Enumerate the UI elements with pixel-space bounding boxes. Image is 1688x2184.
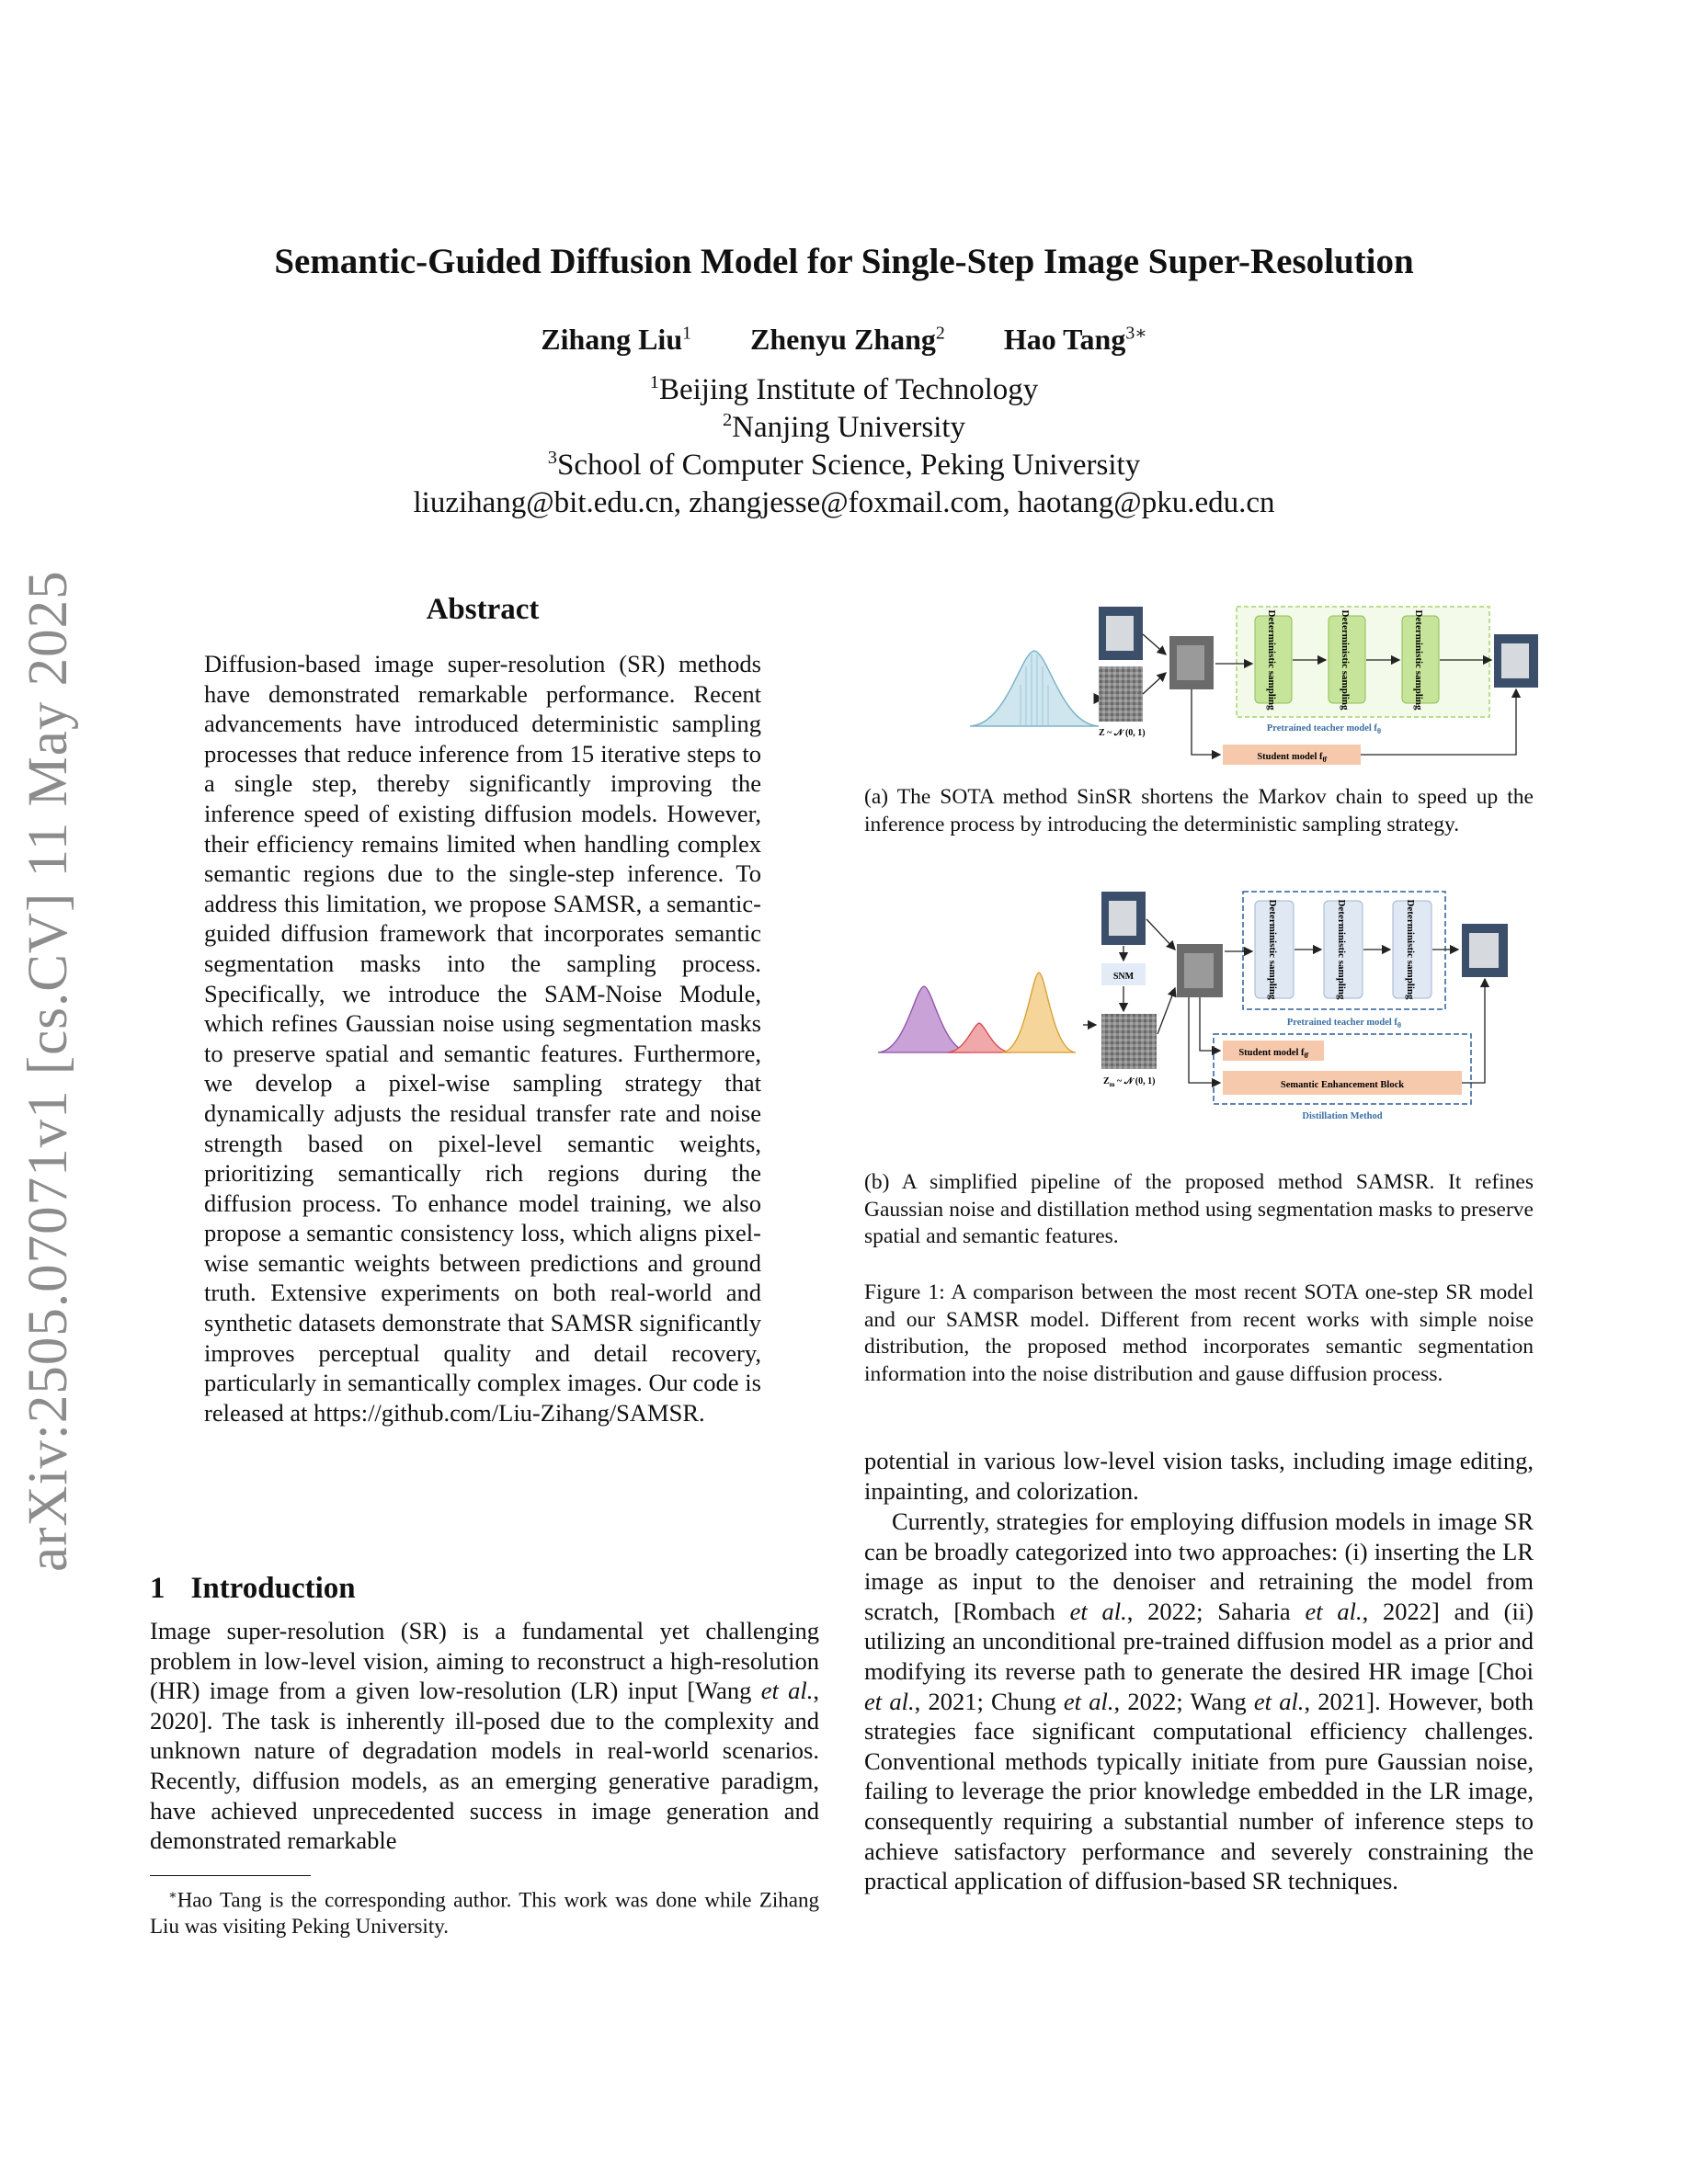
snm-label: SNM (1112, 972, 1135, 982)
teacher-label: Pretrained teacher model $f_\theta$ (1266, 723, 1382, 735)
gaussian-curve (970, 651, 1099, 726)
seb-label: Semantic Enhancement Block (1280, 1080, 1405, 1090)
abstract-heading: Abstract (426, 593, 540, 626)
intro-paragraph-1-continued: potential in various low-level vision tasks, including image editing, inpainting, and colorization. (864, 1447, 1534, 1505)
arxiv-stamp: arXiv:2505.07071v1 [cs.CV] 11 May 2025 (17, 570, 79, 1572)
svg-text:Deterministic sampling: Deterministic sampling (1266, 609, 1277, 711)
author: Zihang Liu$^1$ (541, 322, 692, 356)
author-list (0, 322, 1688, 357)
intro-paragraph-1: Image super-resolution (SR) is a fundamental yet challenging problem in low-level vision, aiming to reconstruct a high-resolution (HR) image from a given low-resolution (LR) input [Wang et al., 2020]. The task is inherently ill-posed due to the complexity and unknown nature of degradation models in real-world scenarios. Recently, diffusion models, as an emerging generative paradigm, have achieved unprecedented success in image generation and demonstrated remarkable (150, 1617, 819, 1855)
affiliation: $^2$Nanjing University (722, 410, 966, 444)
noise-label: $Z_m$ ~ 𝒩 (0, 1) (1103, 1076, 1156, 1088)
affiliation: $^3$School of Computer Science, Peking University (547, 448, 1141, 482)
gaussian-curve (1002, 973, 1076, 1052)
noise-image (1101, 1014, 1157, 1069)
intro-paragraph-2: Currently, strategies for employing diffusion models in image SR can be broadly categorized into two approaches: (i) inserting the LR image as input to the denoiser and retraining the model from scratch, [Rombach et al., 2022; Saharia et al., 2022] and (ii) utilizing an unconditional pre-trained diffusion model as a prior and modifying its reverse path to generate the desired HR image [Choi et al., 2021; Chung et al., 2022; Wang et al., 2021]. However, both strategies face significant computational efficiency challenges. Conventional methods typically initiate from pure Gaussian noise, failing to leverage the prior knowledge embedded in the LR image, consequently requiring a substantial number of inference steps to achieve satisfactory performance and severely constraining the practical application of diffusion-based SR techniques. (864, 1507, 1534, 1895)
figure-1-caption: Figure 1: A comparison between the most recent SOTA one-step SR model and our SAMSR model. Different from recent works with simple noise distribution, the proposed method incorporates semantic segmentation information into the noise distribution and gause diffusion process. (864, 1280, 1534, 1386)
student-label: Student model $f_{\thetâ}$ (1257, 752, 1327, 764)
author: Zhenyu Zhang$^2$ (750, 322, 945, 356)
student-label: Student model $f_{\thetâ}$ (1238, 1048, 1308, 1060)
noise-label: Z ~ 𝒩 (0, 1) (1099, 728, 1146, 738)
footnote-rule (150, 1875, 311, 1876)
abstract-text: Diffusion-based image super-resolution (SR) methods have demonstrated remarkable performance. Recent advancements have introduced deterministic sampling processes that reduce inference from 15 iterative steps to a single step, thereby significantly improving the inference speed of existing diffusion models. However, their efficiency remains limited when handling complex semantic regions due to the single-step inference. To address this limitation, we propose SAMSR, a semantic-guided diffusion framework that incorporates semantic segmentation masks into the sampling process. Specifically, we introduce the SAM-Noise Module, which refines Gaussian noise using segmentation masks to preserve spatial and semantic features. Furthermore, we develop a pixel-wise sampling strategy that dynamically adjusts the residual transfer rate and noise strength based on pixel-level semantic weights, prioritizing semantically rich regions during the diffusion process. To enhance model training, we also propose a semantic consistency loss, which aligns pixel-wise semantic weights between predictions and ground truth. Extensive experiments on both real-world and synthetic datasets demonstrate that SAMSR significantly improves perceptual quality and detail recovery, particularly in semantically complex images. Our code is released at https://github.com/Liu-Zihang/SAMSR. (204, 650, 761, 1427)
author-name: Hao Tang (1003, 322, 1126, 356)
teacher-label: Pretrained teacher model $f_\theta$ (1286, 1018, 1402, 1029)
svg-text:Deterministic sampling: Deterministic sampling (1405, 899, 1416, 1000)
author-name: Zihang Liu (541, 322, 683, 356)
figure-1b-caption: (b) A simplified pipeline of the proposed method SAMSR. It refines Gaussian noise and distillation method using segmentation masks to preserve spatial and semantic features. (864, 1170, 1534, 1248)
author-name: Zhenyu Zhang (750, 322, 936, 356)
author: Hao Tang$^{3∗}$ (1003, 322, 1147, 356)
gaussian-curve (878, 986, 970, 1052)
figure-1b-diagram (873, 887, 1517, 1154)
noise-image (1099, 666, 1143, 722)
distillation-label: Distillation Method (1302, 1111, 1383, 1121)
author-emails: liuzihang@bit.edu.cn, zhangjesse@foxmail.com, haotang@pku.edu.cn (413, 486, 1275, 519)
svg-text:Deterministic sampling: Deterministic sampling (1340, 609, 1351, 711)
figure-1a-diagram (956, 597, 1545, 772)
svg-text:Deterministic sampling: Deterministic sampling (1267, 899, 1278, 1000)
affiliation: $^1$Beijing Institute of Technology (649, 372, 1039, 406)
figure-1a-caption: (a) The SOTA method SinSR shortens the Markov chain to speed up the inference process by introducing the deterministic sampling strategy. (864, 785, 1534, 836)
svg-text:Deterministic sampling: Deterministic sampling (1336, 899, 1347, 1000)
paper-title: Semantic-Guided Diffusion Model for Single-Step Image Super-Resolution (274, 242, 1414, 281)
svg-text:Deterministic sampling: Deterministic sampling (1413, 609, 1424, 711)
section-heading: 1 Introduction (150, 1572, 356, 1605)
footnote: ∗Hao Tang is the corresponding author. This work was done while Zihang Liu was visiting Peking University. (150, 1888, 819, 1938)
